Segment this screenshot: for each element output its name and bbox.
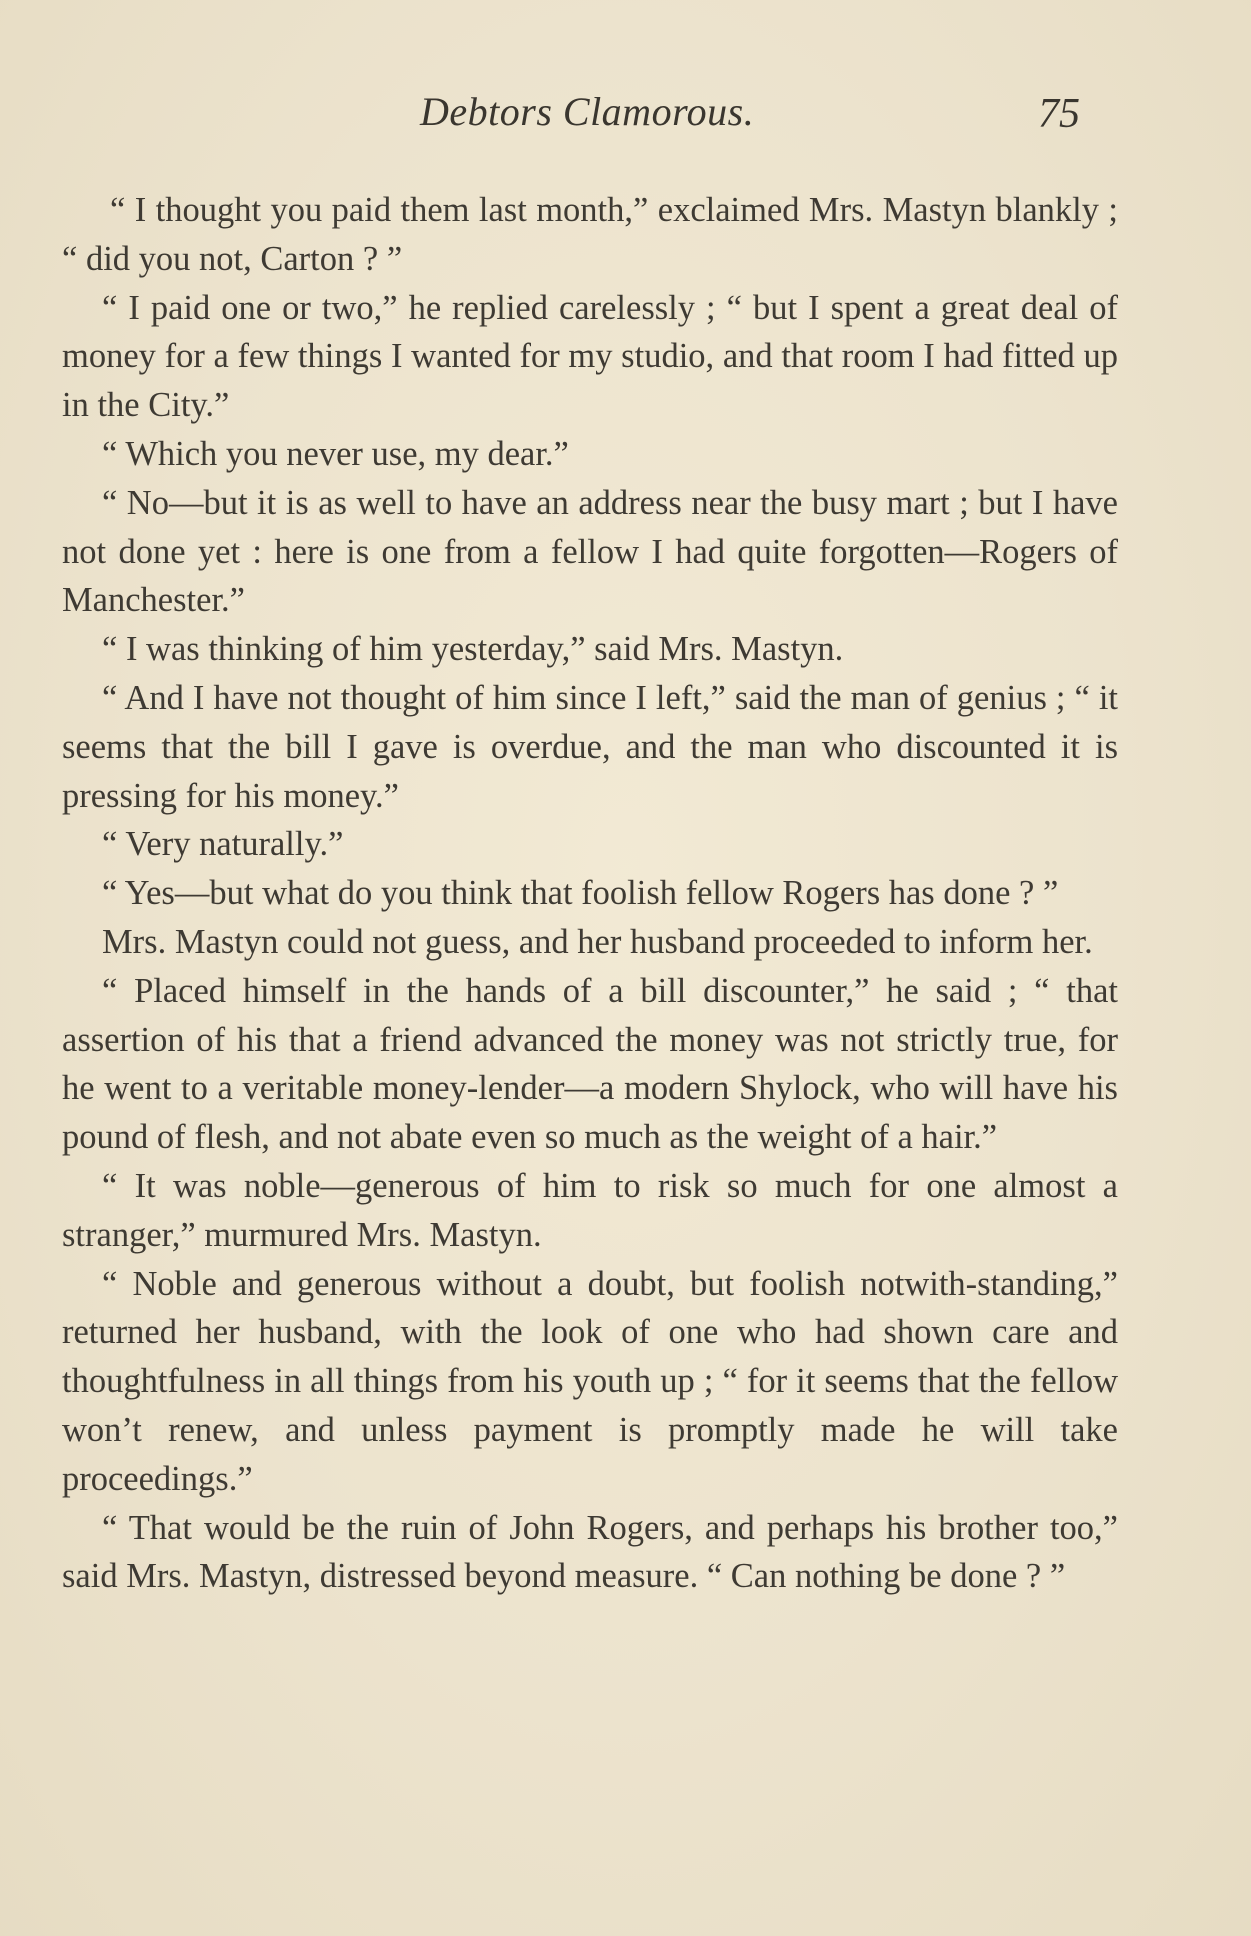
paragraph: “ That would be the ruin of John Rogers, and perhaps his brother too,” said Mrs. Mastyn, distressed beyond measure. “ Can nothing be done ? ” [62, 1508, 1118, 1596]
page-number: 75 [1038, 91, 1080, 137]
paragraph: “ Placed himself in the hands of a bill discounter,” he said ; “ that assertion of his that a friend advanced the money was not strictly true, for he went to a veritable money-lender—a modern Shylock, who will have his pound of flesh, and not abate even so much as the weight of a hair.” [62, 971, 1118, 1157]
paragraph: “ It was noble—generous of him to risk so much for one almost a stranger,” murmured Mrs. Mastyn. [62, 1166, 1118, 1254]
paragraph: “ I paid one or two,” he replied carelessly ; “ but I spent a great deal of money for a few things I wanted for my studio, and that room I had fitted up in the City.” [62, 288, 1118, 425]
body-text [62, 186, 1118, 1601]
paragraph: “ Which you never use, my dear.” [102, 434, 569, 473]
paragraph: “ I was thinking of him yesterday,” said Mrs. Mastyn. [102, 630, 844, 669]
paragraph: “ No—but it is as well to have an address near the busy mart ; but I have not done yet : here is one from a fellow I had quite forgotten—Rogers of Manchester.” [62, 483, 1118, 620]
paragraph: “ I thought you paid them last month,” exclaimed Mrs. Mastyn blankly ; “ did you not, Carton ? ” [62, 191, 1118, 278]
paragraph: Mrs. Mastyn could not guess, and her husband proceeded to inform her. [102, 922, 1093, 961]
running-title: Debtors Clamorous. [420, 89, 755, 134]
paragraph: “ Noble and generous without a doubt, but foolish notwith-standing,” returned her husband, with the look of one who had shown care and thoughtfulness in all things from his youth up ; “ for it seems that the fellow won’t renew, and unless payment is promptly made he will take proceedings.” [62, 1264, 1118, 1498]
paragraph: “ And I have not thought of him since I left,” said the man of genius ; “ it seems that the bill I gave is overdue, and the man who discounted it is pressing for his money.” [62, 678, 1118, 815]
running-head [0, 88, 1251, 148]
paragraph: “ Very naturally.” [102, 825, 344, 864]
paragraph: “ Yes—but what do you think that foolish fellow Rogers has done ? ” [102, 874, 1059, 913]
